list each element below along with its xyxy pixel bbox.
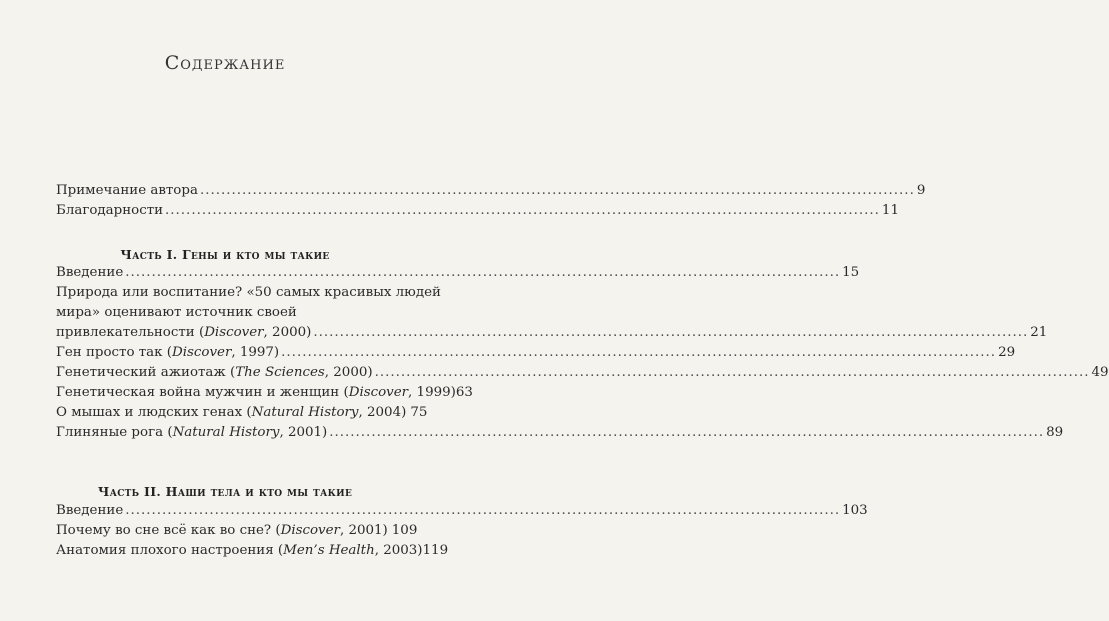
toc-entry: Примечание автора ..... 9 <box>56 181 412 201</box>
toc-entry-multiline: Природа или воспитание? «50 самых красивых людей мира» оценивают источник своей привлекательности (Discover, 2000) ..... 21 <box>56 283 412 343</box>
toc-entry: Введение ..... 103 <box>56 501 412 521</box>
toc-entry: Введение ..... 15 <box>56 263 412 283</box>
part2-list <box>56 501 868 561</box>
toc-entry: Анатомия плохого настроения (Men’s Health, 2003) 119 <box>56 543 449 558</box>
toc-entry: Генетический ажиотаж (The Sciences, 2000) ..... 49 <box>56 363 412 383</box>
toc-entry: Глиняные рога (Natural History, 2001) ..... 89 <box>56 423 412 443</box>
part-heading: Часть I. Гены и кто мы такие <box>120 247 330 262</box>
toc-entry: Благодарности ..... 11 <box>56 201 412 221</box>
toc-entry: Генетическая война мужчин и женщин (Discover, 1999) 63 <box>56 385 473 400</box>
part-heading: Часть II. Наши тела и кто мы такие <box>97 484 353 499</box>
show-through-text <box>60 10 420 21</box>
front-matter-list <box>56 181 926 221</box>
toc-entry: Почему во сне всё как во сне? (Discover, 2001) 109 <box>56 523 418 538</box>
toc-entry: О мышах и людских генах (Natural History, 2004) 75 <box>56 405 428 420</box>
toc-entry: Ген просто так (Discover, 1997) ..... 29 <box>56 343 412 363</box>
part1-list <box>56 263 1109 443</box>
page-title: Содержание <box>164 52 286 74</box>
